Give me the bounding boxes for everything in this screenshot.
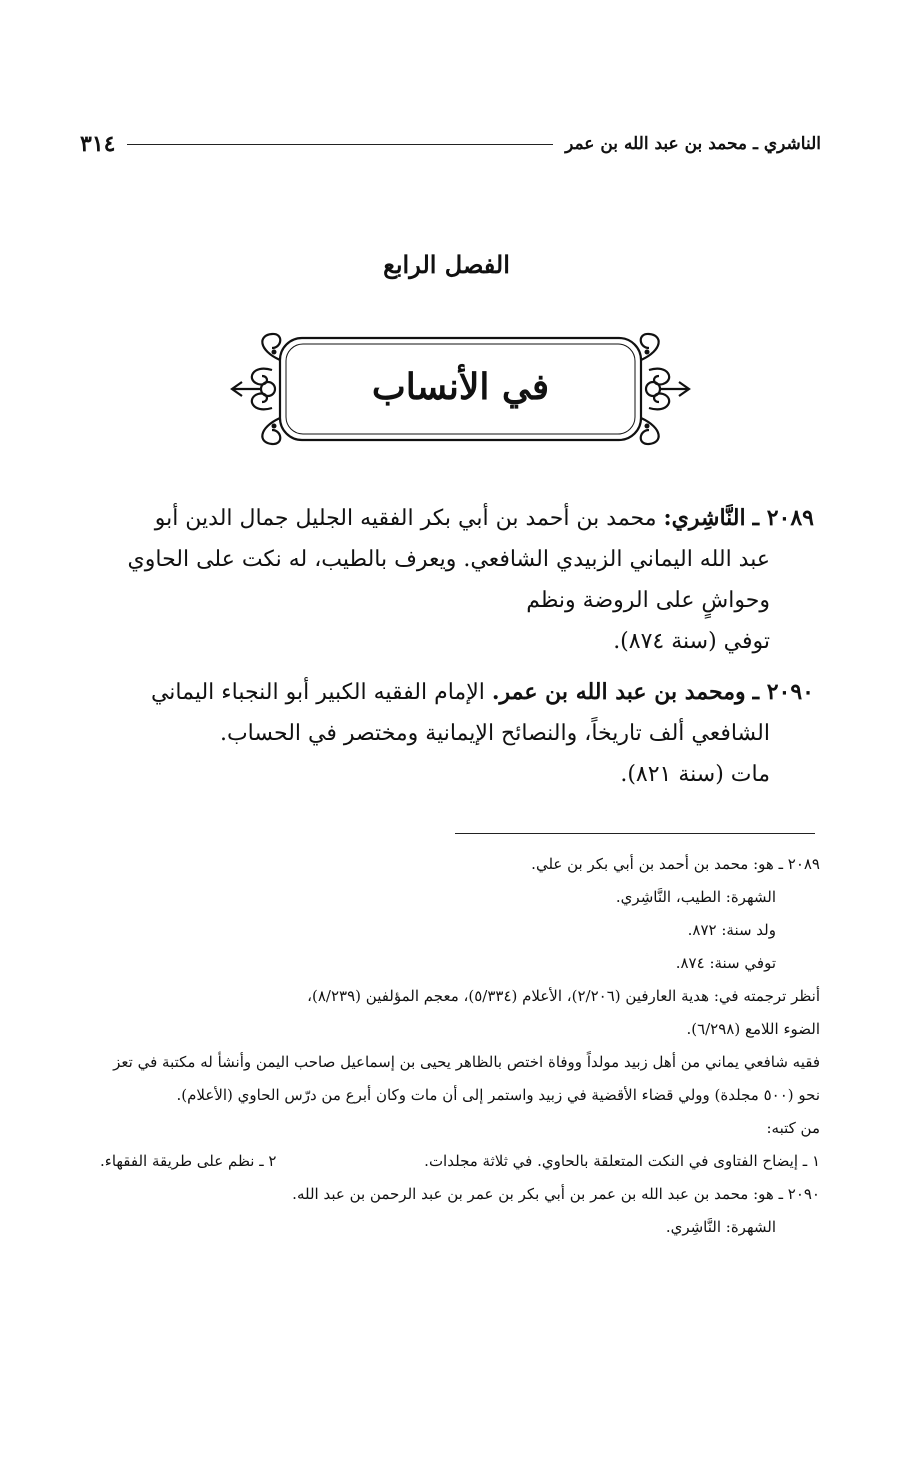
footnote-2089-refs-cont: الضوء اللامع (٦/٢٩٨). — [686, 1020, 820, 1038]
section-title: في الأنساب — [371, 366, 550, 408]
footnote-2089-fame: الشهرة: الطيب، النَّاشِري. — [615, 888, 776, 906]
footnote-2089-died: توفي سنة: ٨٧٤. — [675, 954, 776, 972]
book-item: ٢ ـ نظم على طريقة الفقهاء. — [100, 1152, 277, 1170]
footnote-2089-refs: أنظر ترجمته في: هدية العارفين (٢/٢٠٦)، الأعلام (٥/٣٣٤)، معجم المؤلفين (٨/٢٣٩)، — [307, 987, 820, 1005]
footnote-2089-lead: ٢٠٨٩ ـ هو: محمد بن أحمد بن أبي بكر بن علي. — [531, 855, 820, 873]
entry-name: النَّاشِري: — [663, 505, 746, 531]
entry-death: توفي (سنة ٨٧٤). — [613, 629, 770, 654]
entries-list — [92, 498, 814, 805]
footnotes — [100, 848, 820, 1244]
entry-name: ومحمد بن عبد الله بن عمر. — [491, 679, 746, 705]
entry-first-line — [92, 498, 814, 539]
entry-2090 — [92, 672, 814, 795]
entry-number: ٢٠٨٩ ـ — [752, 505, 814, 531]
entry-first-line — [92, 672, 814, 713]
entry-number: ٢٠٩٠ ـ — [752, 679, 814, 705]
entry-text: الإمام الفقيه الكبير أبو النجباء اليماني — [150, 680, 485, 705]
book-item: ١ ـ إيضاح الفتاوى في النكت المتعلقة بالحاوي. في ثلاثة مجلدات. — [424, 1152, 820, 1170]
page-number: ٣١٤ — [80, 131, 116, 157]
entry-text: محمد بن أحمد بن أبي بكر الفقيه الجليل جمال الدين أبو — [154, 506, 657, 531]
entry-death: مات (سنة ٨٢١). — [620, 762, 770, 787]
footnote-2089-bio: فقيه شافعي يماني من أهل زبيد مولداً ووفاة اختص بالظاهر يحيى بن إسماعيل صاحب اليمن وأنشأ له مكتبة في تعز نحو (٥٠٠ مجلدة) وولي قضاء الأقضية في زبيد واستمر إلى أن مات وكان أبرع من درّس الحاوي (الأعلام). — [113, 1053, 820, 1104]
entry-2089 — [92, 498, 814, 662]
entry-text: وحواشٍ على الروضة ونظم — [526, 588, 770, 613]
header-rule — [127, 144, 553, 145]
footnote-2089-books-heading: من كتبه: — [766, 1119, 820, 1137]
footnote-2089-books — [100, 1145, 820, 1178]
footnote-2090-lead: ٢٠٩٠ ـ هو: محمد بن عبد الله بن عمر بن أبي بكر بن عمر بن عبد الرحمن بن عبد الله. — [292, 1185, 820, 1203]
chapter-heading: الفصل الرابع — [383, 250, 510, 279]
section-title-frame — [228, 330, 693, 448]
running-title: الناشري ـ محمد بن عبد الله بن عمر — [565, 134, 821, 154]
entry-text: عبد الله اليماني الزبيدي الشافعي. ويعرف بالطيب، له نكت على الحاوي — [127, 547, 770, 572]
footnote-separator — [455, 833, 815, 834]
footnote-2090-fame: الشهرة: النَّاشِري. — [665, 1218, 776, 1236]
footnote-2089-born: ولد سنة: ٨٧٢. — [687, 921, 776, 939]
entry-text: الشافعي ألف تاريخاً، والنصائح الإيمانية ومختصر في الحساب. — [219, 721, 770, 746]
running-header — [80, 128, 821, 160]
